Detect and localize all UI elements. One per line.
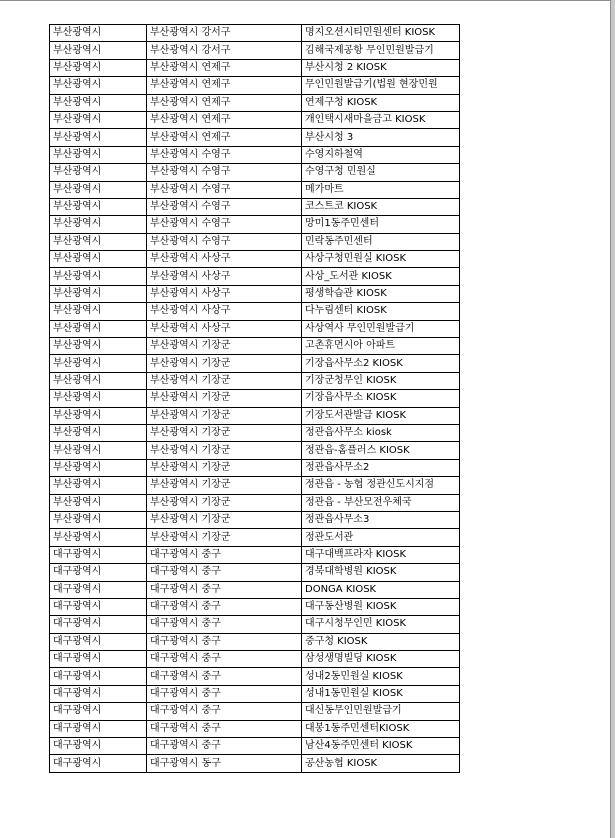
table-row [50,285,460,302]
table-row [50,77,460,94]
province-cell: 대구광역시 [50,581,147,598]
page-top-edge [0,0,610,1]
province-cell: 대구광역시 [50,651,147,668]
table-row [50,355,460,372]
kiosk-location-cell: 정관읍-홈플러스 KIOSK [302,442,460,459]
kiosk-location-cell: 성내1동민원실 KIOSK [302,685,460,702]
district-cell: 부산광역시 수영구 [147,216,302,233]
province-cell: 대구광역시 [50,668,147,685]
district-cell: 부산광역시 강서구 [147,42,302,59]
district-cell: 부산광역시 사상구 [147,303,302,320]
table-row [50,755,460,772]
kiosk-location-cell: 대구동산병원 KIOSK [302,598,460,615]
table-row [50,372,460,389]
table-row [50,268,460,285]
district-cell: 부산광역시 수영구 [147,198,302,215]
district-cell: 부산광역시 연제구 [147,111,302,128]
province-cell: 대구광역시 [50,546,147,563]
kiosk-location-cell: 코스트코 KIOSK [302,198,460,215]
table-row [50,546,460,563]
table-row [50,633,460,650]
kiosk-location-cell: 부산시청 2 KIOSK [302,59,460,76]
district-cell: 대구광역시 중구 [147,581,302,598]
district-cell: 부산광역시 강서구 [147,25,302,42]
kiosk-location-cell: 삼성생명빌딩 KIOSK [302,651,460,668]
province-cell: 부산광역시 [50,459,147,476]
table-row [50,442,460,459]
province-cell: 부산광역시 [50,129,147,146]
province-cell: 대구광역시 [50,755,147,772]
district-cell: 대구광역시 중구 [147,633,302,650]
province-cell: 부산광역시 [50,372,147,389]
table-row [50,529,460,546]
province-cell: 대구광역시 [50,738,147,755]
district-cell: 부산광역시 기장군 [147,442,302,459]
kiosk-location-cell: 기장도서관발급 KIOSK [302,407,460,424]
kiosk-location-cell: 개인택시새마을금고 KIOSK [302,111,460,128]
province-cell: 부산광역시 [50,111,147,128]
district-cell: 부산광역시 연제구 [147,129,302,146]
kiosk-location-cell: 부산시청 3 [302,129,460,146]
kiosk-location-cell: 사상역사 무인민원발급기 [302,320,460,337]
province-cell: 부산광역시 [50,146,147,163]
table-row [50,164,460,181]
table-row [50,581,460,598]
kiosk-location-cell: 기장읍사무소 KIOSK [302,390,460,407]
kiosk-location-cell: 대신동무인민원발급기 [302,703,460,720]
province-cell: 부산광역시 [50,529,147,546]
kiosk-location-cell: 기장군청무인 KIOSK [302,372,460,389]
table-row [50,685,460,702]
kiosk-location-cell: 연제구청 KIOSK [302,94,460,111]
province-cell: 부산광역시 [50,164,147,181]
table-row [50,424,460,441]
province-cell: 부산광역시 [50,303,147,320]
province-cell: 대구광역시 [50,703,147,720]
province-cell: 부산광역시 [50,477,147,494]
district-cell: 대구광역시 중구 [147,720,302,737]
table-row [50,668,460,685]
kiosk-location-cell: 사상구청민원실 KIOSK [302,251,460,268]
province-cell: 부산광역시 [50,424,147,441]
table-row [50,477,460,494]
province-cell: 부산광역시 [50,390,147,407]
table-row [50,25,460,42]
kiosk-location-cell: 대봉1동주민센터KIOSK [302,720,460,737]
kiosk-location-cell: 경북대학병원 KIOSK [302,564,460,581]
province-cell: 부산광역시 [50,216,147,233]
kiosk-location-cell: 남산4동주민센터 KIOSK [302,738,460,755]
province-cell: 부산광역시 [50,494,147,511]
kiosk-location-cell: 사상_도서관 KIOSK [302,268,460,285]
table-row [50,494,460,511]
district-cell: 부산광역시 사상구 [147,285,302,302]
kiosk-location-cell: 성내2동민원실 KIOSK [302,668,460,685]
district-cell: 대구광역시 중구 [147,703,302,720]
province-cell: 부산광역시 [50,59,147,76]
district-cell: 부산광역시 기장군 [147,494,302,511]
table-row [50,459,460,476]
province-cell: 부산광역시 [50,251,147,268]
table-row [50,511,460,528]
district-cell: 부산광역시 연제구 [147,94,302,111]
district-cell: 부산광역시 기장군 [147,477,302,494]
district-cell: 대구광역시 중구 [147,564,302,581]
kiosk-location-cell: 정관읍 - 부산모전우체국 [302,494,460,511]
table-row [50,198,460,215]
district-cell: 부산광역시 기장군 [147,511,302,528]
kiosk-location-cell: 명지오션시티민원센터 KIOSK [302,25,460,42]
province-cell: 부산광역시 [50,77,147,94]
province-cell: 대구광역시 [50,564,147,581]
table-row [50,320,460,337]
province-cell: 부산광역시 [50,355,147,372]
table-row [50,59,460,76]
province-cell: 부산광역시 [50,511,147,528]
kiosk-location-cell: 무인민원발급기(법원 현장민원 [302,77,460,94]
table-row [50,390,460,407]
district-cell: 대구광역시 중구 [147,616,302,633]
province-cell: 대구광역시 [50,720,147,737]
table-row [50,42,460,59]
province-cell: 대구광역시 [50,685,147,702]
province-cell: 부산광역시 [50,42,147,59]
district-cell: 부산광역시 기장군 [147,424,302,441]
table-row [50,303,460,320]
province-cell: 대구광역시 [50,616,147,633]
district-cell: 부산광역시 수영구 [147,233,302,250]
kiosk-location-cell: 정관읍사무소 kiosk [302,424,460,441]
table-row [50,111,460,128]
table-row [50,338,460,355]
province-cell: 부산광역시 [50,233,147,250]
kiosk-location-cell: 대구대백프라자 KIOSK [302,546,460,563]
district-cell: 부산광역시 수영구 [147,146,302,163]
table-row [50,129,460,146]
table-row [50,181,460,198]
kiosk-location-cell: 평생학습관 KIOSK [302,285,460,302]
kiosk-location-cell: 정관읍사무소3 [302,511,460,528]
district-cell: 부산광역시 사상구 [147,251,302,268]
kiosk-location-cell: 메가마트 [302,181,460,198]
table-row [50,738,460,755]
kiosk-location-cell: 고촌휴먼시아 아파트 [302,338,460,355]
kiosk-location-cell: 정관도서관 [302,529,460,546]
kiosk-location-cell: 민락동주민센터 [302,233,460,250]
district-cell: 대구광역시 중구 [147,546,302,563]
province-cell: 부산광역시 [50,198,147,215]
district-cell: 대구광역시 중구 [147,598,302,615]
kiosk-location-cell: 정관읍사무소2 [302,459,460,476]
table-row [50,564,460,581]
province-cell: 부산광역시 [50,181,147,198]
district-cell: 대구광역시 중구 [147,685,302,702]
district-cell: 대구광역시 중구 [147,651,302,668]
table-row [50,703,460,720]
table-row [50,598,460,615]
district-cell: 부산광역시 기장군 [147,372,302,389]
kiosk-location-cell: 대구시청무인민 KIOSK [302,616,460,633]
district-cell: 대구광역시 중구 [147,738,302,755]
kiosk-location-cell: 수영지하철역 [302,146,460,163]
district-cell: 부산광역시 사상구 [147,268,302,285]
district-cell: 부산광역시 사상구 [147,320,302,337]
district-cell: 부산광역시 기장군 [147,338,302,355]
table-row [50,233,460,250]
district-cell: 부산광역시 기장군 [147,459,302,476]
district-cell: 부산광역시 기장군 [147,407,302,424]
page-shadow [611,0,615,838]
kiosk-location-cell: 공산농협 KIOSK [302,755,460,772]
province-cell: 부산광역시 [50,338,147,355]
kiosk-table-body [50,25,460,773]
province-cell: 부산광역시 [50,268,147,285]
province-cell: 부산광역시 [50,25,147,42]
table-row [50,94,460,111]
kiosk-location-table [49,24,460,773]
district-cell: 대구광역시 동구 [147,755,302,772]
kiosk-location-cell: 망미1동주민센터 [302,216,460,233]
table-row [50,407,460,424]
district-cell: 부산광역시 수영구 [147,164,302,181]
table-row [50,216,460,233]
kiosk-location-cell: 다누림센터 KIOSK [302,303,460,320]
district-cell: 부산광역시 수영구 [147,181,302,198]
province-cell: 대구광역시 [50,598,147,615]
kiosk-location-cell: 기장읍사무소2 KIOSK [302,355,460,372]
district-cell: 부산광역시 연제구 [147,59,302,76]
kiosk-location-cell: 수영구청 민원실 [302,164,460,181]
district-cell: 부산광역시 기장군 [147,529,302,546]
province-cell: 대구광역시 [50,633,147,650]
table-row [50,616,460,633]
district-cell: 대구광역시 중구 [147,668,302,685]
province-cell: 부산광역시 [50,94,147,111]
kiosk-location-cell: 김해국제공항 무인민원발급기 [302,42,460,59]
table-row [50,146,460,163]
kiosk-location-cell: 중구청 KIOSK [302,633,460,650]
table-row [50,251,460,268]
province-cell: 부산광역시 [50,442,147,459]
province-cell: 부산광역시 [50,285,147,302]
province-cell: 부산광역시 [50,320,147,337]
kiosk-location-cell: 정관읍 - 농협 정관신도시지점 [302,477,460,494]
table-row [50,720,460,737]
table-row [50,651,460,668]
district-cell: 부산광역시 기장군 [147,390,302,407]
province-cell: 부산광역시 [50,407,147,424]
district-cell: 부산광역시 연제구 [147,77,302,94]
kiosk-location-cell: DONGA KIOSK [302,581,460,598]
district-cell: 부산광역시 기장군 [147,355,302,372]
